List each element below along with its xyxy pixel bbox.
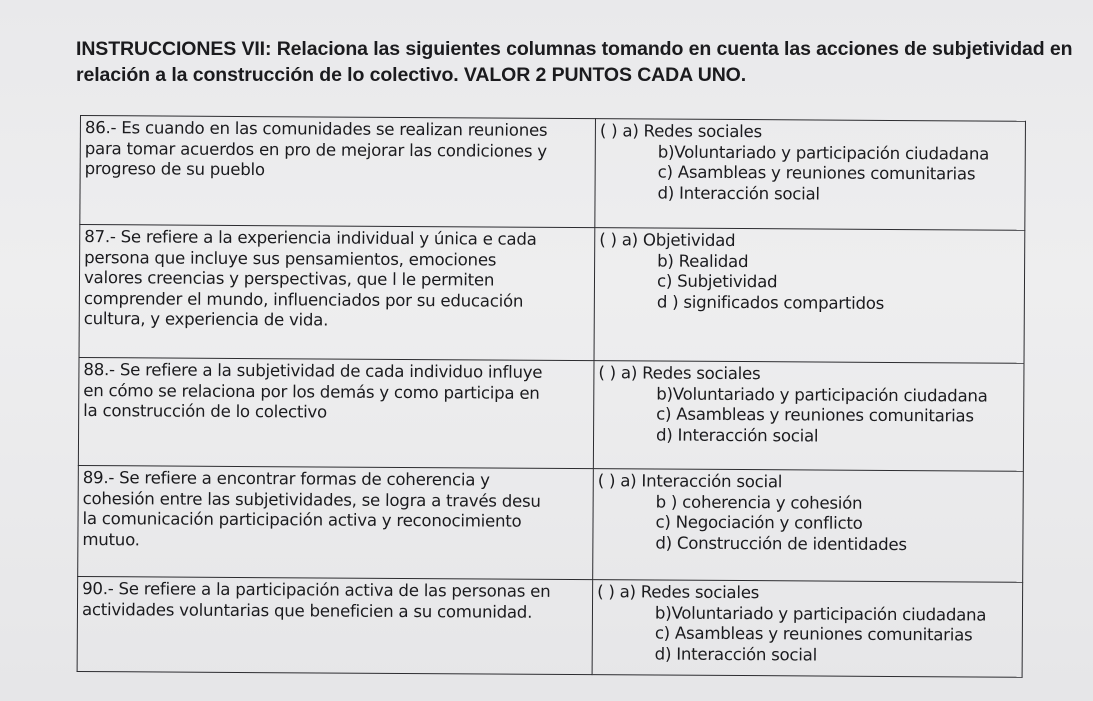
option-text: c) Subjetividad [656, 271, 778, 292]
table-row [80, 116, 1026, 231]
question-text-line: cohesión entre las subjetividades, se logra a través desu [82, 488, 541, 511]
option-text: c) Negociación y conflicto [655, 512, 863, 533]
answer-blank[interactable]: ( ) [599, 230, 617, 250]
option-text: a) Interacción social [620, 471, 783, 492]
option-text: d) Interacción social [656, 425, 819, 446]
matching-table [77, 115, 1026, 678]
option-text: a) Redes sociales [619, 582, 760, 603]
answer-blank[interactable]: ( ) [598, 363, 616, 383]
answer-blank[interactable]: ( ) [599, 121, 618, 141]
table-row [77, 576, 1023, 677]
question-text-line: progreso de su pueblo [84, 159, 265, 180]
table-row [78, 465, 1024, 582]
option-line [597, 582, 1022, 605]
question-text-line: comprender el mundo, influenciados por su educación [83, 288, 524, 311]
option-text: d) Interacción social [657, 183, 820, 204]
option-text: b) Realidad [657, 251, 749, 271]
question-cell [78, 357, 594, 468]
question-text-line: para tomar acuerdos en pro de mejorar las condiciones y [84, 138, 547, 161]
question-cell [80, 116, 596, 228]
option-line [599, 230, 1024, 253]
option-text: a) Redes sociales [622, 121, 762, 142]
option-text: b)Voluntariado y participación ciudadana [656, 384, 988, 406]
table-row [78, 357, 1024, 471]
option-line [598, 471, 1023, 494]
option-text: c) Asambleas y reuniones comunitarias [656, 404, 974, 426]
option-text: a) Redes sociales [620, 363, 761, 384]
option-text: d ) significados compartidos [656, 292, 885, 313]
question-text-line: en cómo se relaciona por los demás y como participa en [83, 380, 540, 403]
option-text: c) Asambleas y reuniones comunitarias [657, 162, 976, 184]
question-text-line: mutuo. [82, 529, 140, 549]
option-text: b ) coherencia y cohesión [655, 492, 863, 513]
question-text-line: la comunicación participación activa y reconocimiento [82, 509, 522, 531]
question-text-line: 89.- Se refiere a encontrar formas de coherencia y [82, 468, 490, 490]
option-line [600, 121, 1025, 144]
options-cell [594, 228, 1025, 364]
question-text-line: cultura, y experiencia de vida. [83, 309, 329, 330]
option-text: b)Voluntariado y participación ciudadana [657, 142, 990, 164]
question-cell [78, 465, 594, 579]
question-text-line: actividades voluntarias que beneficien a su comunidad. [81, 599, 533, 622]
options-cell [593, 361, 1024, 472]
option-line [598, 363, 1023, 386]
question-text-line: 88.- Se refiere a la subjetividad de cada individuo influye [83, 360, 543, 382]
options-cell [592, 580, 1023, 678]
instructions-line-2: relación a la construcción de lo colectivo. VALOR 2 PUNTOS CADA UNO. [76, 64, 747, 86]
question-text-line: persona que incluye sus pensamientos, emociones [84, 247, 497, 270]
answer-blank[interactable]: ( ) [597, 471, 616, 491]
question-cell [79, 225, 595, 361]
option-text: d) Interacción social [654, 644, 818, 665]
options-cell [593, 469, 1024, 583]
instructions-heading [76, 36, 1073, 88]
option-text: c) Asambleas y reuniones comunitarias [654, 623, 973, 645]
option-text: b)Voluntariado y participación ciudadana [654, 603, 987, 625]
question-text-line: la construcción de lo colectivo [83, 401, 327, 422]
question-text-line: valores creencias y perspectivas, que l le permiten [83, 268, 495, 290]
options-cell [595, 119, 1026, 231]
instructions-line-1: INSTRUCCIONES VII: Relaciona las siguientes columnas tomando en cuenta las acciones de subjetividad en [76, 38, 1073, 60]
question-cell [77, 576, 593, 674]
option-text: d) Construcción de identidades [655, 533, 907, 554]
question-text-line: 87.- Se refiere a la experiencia individual y única e cada [84, 227, 537, 249]
answer-blank[interactable]: ( ) [597, 582, 615, 602]
table-row [79, 225, 1025, 364]
question-text-line: 90.- Se refiere a la participación activa de las personas en [82, 579, 551, 601]
option-text: a) Objetividad [621, 230, 736, 251]
question-text-line: 86.- Es cuando en las comunidades se realizan reuniones [84, 118, 548, 140]
